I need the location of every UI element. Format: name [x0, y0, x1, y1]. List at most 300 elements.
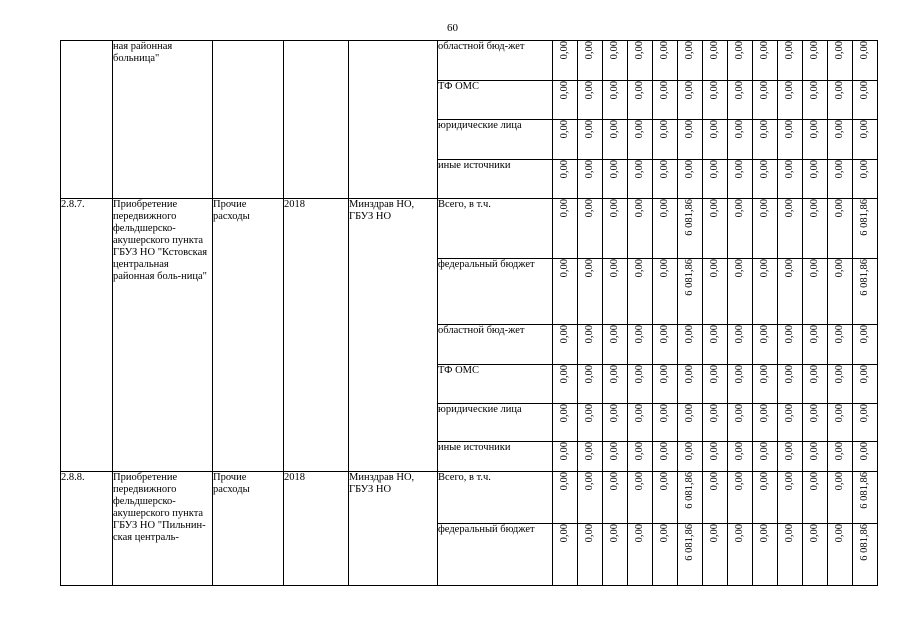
value-text: 0,00	[683, 442, 695, 461]
value-cell	[853, 199, 878, 259]
value-text: 0,00	[658, 160, 670, 179]
value-text: 0,00	[583, 472, 595, 491]
value-cell	[828, 81, 853, 120]
value-cell	[803, 120, 828, 160]
value-cell	[728, 365, 753, 404]
value-text: 0,00	[783, 404, 795, 423]
cell-executor	[349, 41, 438, 199]
value-text: 0,00	[683, 160, 695, 179]
value-cell	[728, 160, 753, 199]
value-cell	[803, 160, 828, 199]
page-number: 60	[447, 22, 458, 34]
cell-year	[284, 41, 349, 199]
value-text: 0,00	[733, 524, 745, 543]
value-cell	[653, 404, 678, 442]
value-cell	[728, 81, 753, 120]
value-text: 0,00	[833, 259, 845, 278]
source-label: областной бюд-жет	[438, 41, 553, 81]
budget-table	[60, 40, 878, 586]
value-cell	[578, 404, 603, 442]
value-cell	[828, 199, 853, 259]
value-text: 0,00	[858, 365, 870, 384]
value-text: 0,00	[783, 442, 795, 461]
value-text: 0,00	[558, 365, 570, 384]
value-text: 0,00	[808, 365, 820, 384]
value-text: 0,00	[633, 325, 645, 344]
value-text: 0,00	[658, 199, 670, 218]
value-cell	[803, 259, 828, 325]
value-text: 0,00	[633, 120, 645, 139]
value-text: 0,00	[833, 81, 845, 100]
value-cell	[678, 365, 703, 404]
value-cell	[753, 81, 778, 120]
value-cell	[828, 259, 853, 325]
value-text: 0,00	[858, 160, 870, 179]
value-text: 0,00	[583, 41, 595, 60]
value-cell	[853, 160, 878, 199]
value-cell	[678, 404, 703, 442]
value-cell	[628, 259, 653, 325]
value-text: 0,00	[583, 404, 595, 423]
value-cell	[778, 120, 803, 160]
value-text: 0,00	[708, 472, 720, 491]
value-cell	[578, 472, 603, 524]
value-text: 0,00	[583, 259, 595, 278]
value-cell	[703, 404, 728, 442]
value-text: 0,00	[733, 404, 745, 423]
value-text: 0,00	[583, 442, 595, 461]
value-cell	[628, 81, 653, 120]
value-text: 0,00	[608, 524, 620, 543]
value-text: 0,00	[733, 472, 745, 491]
value-cell	[778, 160, 803, 199]
value-cell	[553, 120, 578, 160]
value-text: 0,00	[558, 120, 570, 139]
value-text: 0,00	[683, 404, 695, 423]
value-text: 0,00	[708, 120, 720, 139]
value-cell	[753, 524, 778, 586]
value-cell	[553, 259, 578, 325]
value-cell	[603, 81, 628, 120]
value-text: 0,00	[683, 41, 695, 60]
value-text: 0,00	[658, 81, 670, 100]
value-text: 0,00	[783, 199, 795, 218]
value-cell	[603, 160, 628, 199]
value-cell	[553, 404, 578, 442]
value-cell	[578, 442, 603, 472]
value-cell	[778, 472, 803, 524]
source-label: федеральный бюджет	[438, 259, 553, 325]
value-text: 0,00	[583, 81, 595, 100]
value-cell	[778, 325, 803, 365]
value-cell	[603, 41, 628, 81]
value-text: 0,00	[708, 404, 720, 423]
value-text: 0,00	[708, 259, 720, 278]
cell-type	[213, 41, 284, 199]
value-cell	[578, 160, 603, 199]
value-text: 0,00	[758, 259, 770, 278]
value-cell	[628, 325, 653, 365]
value-cell	[578, 524, 603, 586]
value-cell	[753, 325, 778, 365]
value-cell	[853, 81, 878, 120]
value-text: 0,00	[758, 41, 770, 60]
value-cell	[553, 160, 578, 199]
value-cell	[853, 524, 878, 586]
source-label: Всего, в т.ч.	[438, 472, 553, 524]
value-text: 0,00	[658, 325, 670, 344]
value-cell	[803, 472, 828, 524]
value-text: 0,00	[633, 472, 645, 491]
value-text: 0,00	[558, 160, 570, 179]
value-cell	[653, 365, 678, 404]
value-text: 0,00	[783, 160, 795, 179]
value-text: 0,00	[708, 524, 720, 543]
value-cell	[678, 442, 703, 472]
value-text: 6 081,86	[683, 259, 695, 296]
value-cell	[753, 259, 778, 325]
table-row	[61, 41, 878, 81]
value-text: 0,00	[708, 199, 720, 218]
value-cell	[753, 404, 778, 442]
value-cell	[678, 160, 703, 199]
value-cell	[778, 81, 803, 120]
value-cell	[603, 472, 628, 524]
value-cell	[628, 524, 653, 586]
value-text: 0,00	[608, 365, 620, 384]
value-text: 0,00	[683, 81, 695, 100]
value-cell	[778, 524, 803, 586]
value-cell	[828, 524, 853, 586]
value-text: 0,00	[608, 199, 620, 218]
value-text: 0,00	[858, 404, 870, 423]
value-text: 0,00	[583, 160, 595, 179]
value-text: 0,00	[783, 81, 795, 100]
value-text: 0,00	[583, 120, 595, 139]
value-cell	[728, 41, 753, 81]
value-text: 0,00	[808, 259, 820, 278]
value-cell	[803, 524, 828, 586]
value-cell	[728, 524, 753, 586]
value-text: 0,00	[633, 259, 645, 278]
value-cell	[703, 325, 728, 365]
value-cell	[703, 442, 728, 472]
value-text: 0,00	[633, 41, 645, 60]
value-text: 0,00	[733, 160, 745, 179]
value-cell	[753, 365, 778, 404]
value-text: 0,00	[658, 442, 670, 461]
value-cell	[678, 81, 703, 120]
value-text: 0,00	[783, 41, 795, 60]
value-cell	[778, 259, 803, 325]
value-cell	[553, 41, 578, 81]
value-text: 0,00	[658, 524, 670, 543]
value-text: 0,00	[733, 81, 745, 100]
source-label: иные источники	[438, 160, 553, 199]
value-text: 0,00	[558, 81, 570, 100]
value-cell	[703, 81, 728, 120]
value-text: 0,00	[733, 41, 745, 60]
source-label: Всего, в т.ч.	[438, 199, 553, 259]
value-text: 0,00	[758, 81, 770, 100]
value-cell	[778, 199, 803, 259]
value-cell	[803, 404, 828, 442]
value-cell	[703, 524, 728, 586]
value-text: 0,00	[608, 81, 620, 100]
value-cell	[703, 259, 728, 325]
value-text: 0,00	[633, 442, 645, 461]
value-cell	[603, 365, 628, 404]
value-text: 0,00	[583, 365, 595, 384]
value-text: 0,00	[733, 442, 745, 461]
value-text: 0,00	[708, 41, 720, 60]
value-text: 6 081,86	[858, 524, 870, 561]
value-text: 0,00	[783, 472, 795, 491]
value-text: 0,00	[558, 199, 570, 218]
value-text: 0,00	[783, 524, 795, 543]
value-text: 0,00	[808, 524, 820, 543]
value-cell	[678, 120, 703, 160]
value-text: 6 081,86	[858, 259, 870, 296]
value-text: 0,00	[808, 120, 820, 139]
value-text: 0,00	[758, 199, 770, 218]
value-text: 0,00	[758, 442, 770, 461]
value-text: 0,00	[783, 259, 795, 278]
value-cell	[603, 120, 628, 160]
value-text: 0,00	[758, 472, 770, 491]
value-text: 0,00	[608, 325, 620, 344]
value-cell	[828, 365, 853, 404]
value-cell	[578, 259, 603, 325]
value-text: 0,00	[658, 472, 670, 491]
value-cell	[553, 81, 578, 120]
cell-executor: Минздрав НО, ГБУЗ НО	[349, 472, 438, 586]
value-text: 0,00	[783, 325, 795, 344]
value-cell	[603, 442, 628, 472]
value-text: 0,00	[708, 81, 720, 100]
value-cell	[653, 325, 678, 365]
value-text: 0,00	[558, 325, 570, 344]
value-cell	[728, 472, 753, 524]
value-text: 6 081,86	[683, 199, 695, 236]
value-text: 0,00	[833, 41, 845, 60]
value-text: 0,00	[808, 199, 820, 218]
value-text: 0,00	[808, 472, 820, 491]
source-label: федеральный бюджет	[438, 524, 553, 586]
value-cell	[803, 41, 828, 81]
value-cell	[603, 325, 628, 365]
value-cell	[603, 199, 628, 259]
value-cell	[753, 120, 778, 160]
value-cell	[553, 199, 578, 259]
value-text: 0,00	[733, 199, 745, 218]
value-text: 0,00	[633, 81, 645, 100]
value-cell	[753, 472, 778, 524]
value-text: 0,00	[633, 160, 645, 179]
value-cell	[828, 160, 853, 199]
value-cell	[678, 41, 703, 81]
value-text: 0,00	[658, 120, 670, 139]
value-cell	[628, 120, 653, 160]
value-cell	[603, 259, 628, 325]
value-text: 0,00	[633, 404, 645, 423]
value-cell	[778, 404, 803, 442]
cell-name: Приобретение передвижного фельдшерско-акушерского пункта ГБУЗ НО "Пильнин-ская централь-	[113, 472, 213, 586]
value-text: 0,00	[833, 160, 845, 179]
value-text: 0,00	[633, 524, 645, 543]
value-cell	[578, 120, 603, 160]
value-cell	[728, 442, 753, 472]
value-text: 0,00	[608, 404, 620, 423]
source-label: ТФ ОМС	[438, 81, 553, 120]
value-cell	[628, 199, 653, 259]
value-text: 0,00	[558, 442, 570, 461]
value-cell	[678, 325, 703, 365]
value-text: 0,00	[558, 41, 570, 60]
value-text: 0,00	[808, 160, 820, 179]
value-text: 0,00	[758, 325, 770, 344]
value-text: 0,00	[608, 41, 620, 60]
value-text: 0,00	[583, 325, 595, 344]
table-row	[61, 199, 878, 259]
value-cell	[703, 120, 728, 160]
value-cell	[753, 442, 778, 472]
cell-type: Прочие расходы	[213, 199, 284, 472]
value-cell	[853, 41, 878, 81]
value-text: 0,00	[608, 120, 620, 139]
cell-year: 2018	[284, 472, 349, 586]
value-cell	[628, 365, 653, 404]
value-cell	[803, 325, 828, 365]
cell-executor: Минздрав НО, ГБУЗ НО	[349, 199, 438, 472]
value-cell	[653, 442, 678, 472]
value-cell	[653, 41, 678, 81]
value-cell	[678, 259, 703, 325]
cell-code: 2.8.7.	[61, 199, 113, 472]
source-label: иные источники	[438, 442, 553, 472]
source-label: областной бюд-жет	[438, 325, 553, 365]
value-cell	[553, 524, 578, 586]
value-text: 0,00	[683, 325, 695, 344]
value-cell	[553, 365, 578, 404]
value-cell	[703, 199, 728, 259]
value-text: 0,00	[633, 199, 645, 218]
cell-name: Приобретение передвижного фельдшерско-акушерского пункта ГБУЗ НО "Кстовская центральная районная боль-ница"	[113, 199, 213, 472]
value-text: 0,00	[658, 404, 670, 423]
value-cell	[703, 365, 728, 404]
value-text: 6 081,86	[858, 472, 870, 509]
value-cell	[853, 259, 878, 325]
value-cell	[853, 365, 878, 404]
value-text: 0,00	[858, 81, 870, 100]
value-text: 0,00	[608, 472, 620, 491]
source-label: ТФ ОМС	[438, 365, 553, 404]
source-label: юридические лица	[438, 120, 553, 160]
value-cell	[628, 41, 653, 81]
table-row	[61, 472, 878, 524]
value-cell	[828, 41, 853, 81]
value-text: 0,00	[833, 120, 845, 139]
value-text: 0,00	[808, 41, 820, 60]
value-text: 0,00	[633, 365, 645, 384]
value-cell	[803, 199, 828, 259]
value-cell	[728, 120, 753, 160]
value-text: 0,00	[733, 325, 745, 344]
value-text: 0,00	[833, 404, 845, 423]
cell-code: 2.8.8.	[61, 472, 113, 586]
value-text: 0,00	[858, 120, 870, 139]
value-text: 0,00	[708, 442, 720, 461]
value-text: 0,00	[833, 199, 845, 218]
value-cell	[703, 160, 728, 199]
value-text: 0,00	[583, 524, 595, 543]
value-text: 0,00	[558, 259, 570, 278]
value-cell	[628, 472, 653, 524]
value-text: 0,00	[708, 325, 720, 344]
value-cell	[753, 41, 778, 81]
value-cell	[553, 325, 578, 365]
value-text: 0,00	[583, 199, 595, 218]
value-cell	[653, 524, 678, 586]
value-text: 0,00	[608, 442, 620, 461]
value-text: 0,00	[783, 365, 795, 384]
value-text: 0,00	[758, 404, 770, 423]
value-cell	[828, 442, 853, 472]
value-cell	[703, 41, 728, 81]
value-cell	[653, 259, 678, 325]
value-cell	[678, 199, 703, 259]
value-text: 0,00	[608, 259, 620, 278]
value-cell	[778, 41, 803, 81]
value-text: 6 081,86	[683, 524, 695, 561]
value-cell	[853, 442, 878, 472]
value-text: 6 081,86	[683, 472, 695, 509]
value-text: 0,00	[808, 404, 820, 423]
value-text: 0,00	[833, 524, 845, 543]
cell-year: 2018	[284, 199, 349, 472]
value-text: 0,00	[858, 41, 870, 60]
value-cell	[653, 199, 678, 259]
value-text: 0,00	[833, 442, 845, 461]
value-cell	[678, 524, 703, 586]
value-cell	[853, 325, 878, 365]
value-cell	[728, 325, 753, 365]
value-cell	[628, 442, 653, 472]
value-text: 0,00	[558, 404, 570, 423]
value-text: 0,00	[833, 325, 845, 344]
value-cell	[853, 120, 878, 160]
value-cell	[803, 365, 828, 404]
value-cell	[728, 199, 753, 259]
value-cell	[728, 259, 753, 325]
value-cell	[653, 120, 678, 160]
value-text: 0,00	[833, 472, 845, 491]
value-text: 0,00	[658, 259, 670, 278]
value-cell	[578, 81, 603, 120]
value-text: 0,00	[783, 120, 795, 139]
value-cell	[753, 160, 778, 199]
value-text: 0,00	[733, 259, 745, 278]
value-text: 0,00	[758, 160, 770, 179]
value-cell	[828, 472, 853, 524]
value-cell	[553, 442, 578, 472]
cell-type: Прочие расходы	[213, 472, 284, 586]
value-cell	[803, 442, 828, 472]
value-cell	[653, 160, 678, 199]
value-text: 0,00	[733, 120, 745, 139]
value-cell	[578, 199, 603, 259]
value-cell	[578, 365, 603, 404]
